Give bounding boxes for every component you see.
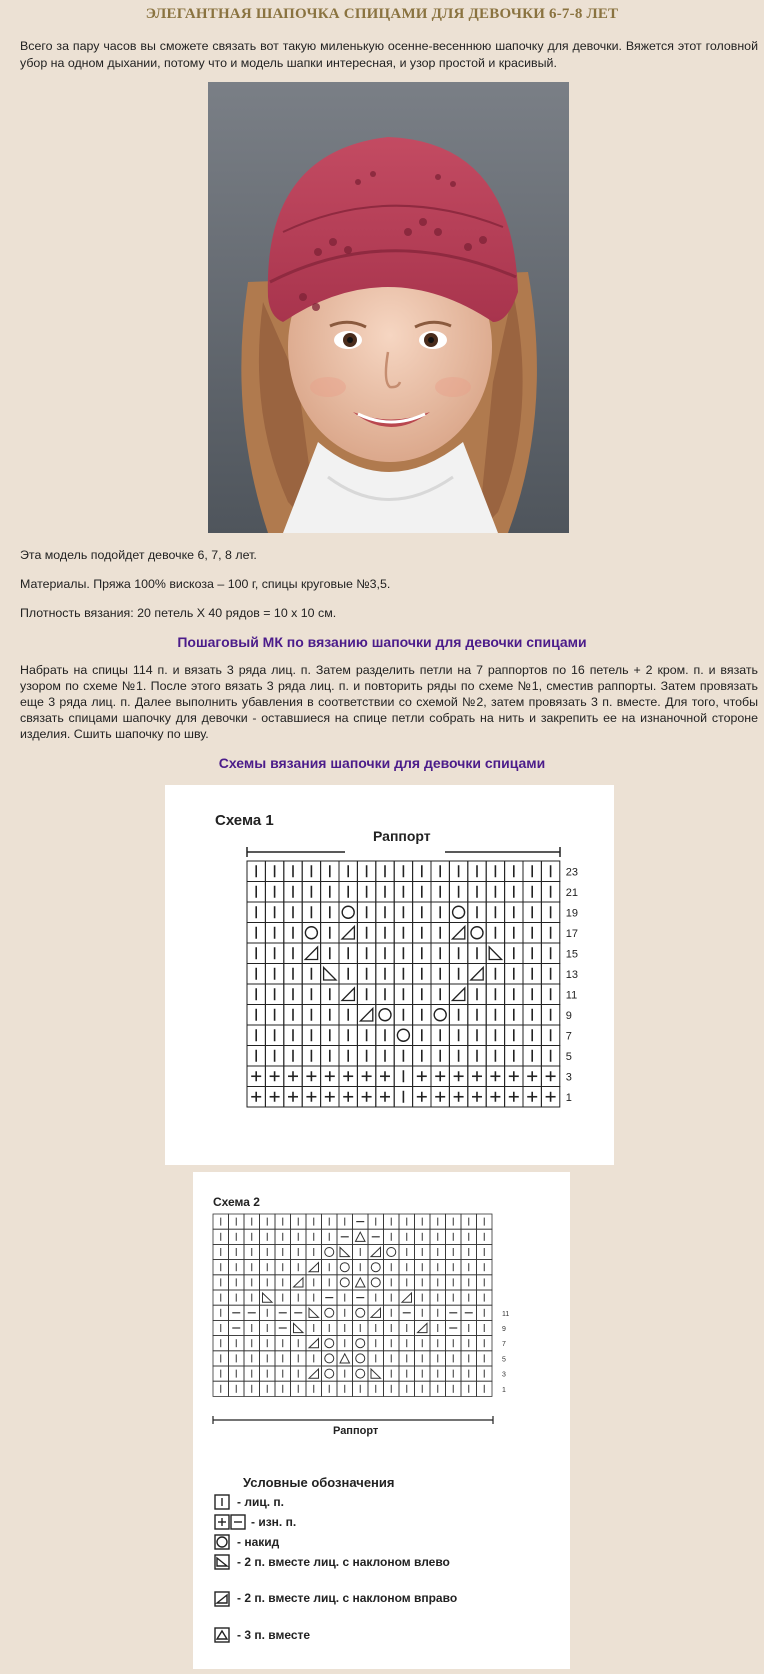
row-number: 11 bbox=[565, 989, 578, 1002]
scheme-2-rapport-label: Раппорт bbox=[333, 1425, 379, 1437]
yarn-over bbox=[371, 1278, 380, 1287]
k2tog-right bbox=[418, 1323, 428, 1332]
k2tog-left bbox=[324, 968, 336, 981]
k2tog-right bbox=[309, 1339, 319, 1348]
materials-info: Материалы. Пряжа 100% вискоза – 100 г, спицы круговые №3,5. bbox=[20, 577, 391, 591]
k2tog-right bbox=[452, 927, 464, 940]
legend-yarn-over: - накид bbox=[237, 1535, 280, 1549]
k2tog-right bbox=[371, 1247, 381, 1256]
row-number: 17 bbox=[565, 927, 579, 940]
yarn-over bbox=[387, 1248, 396, 1257]
scheme-2-cell bbox=[384, 1244, 400, 1259]
scheme-2-cell bbox=[353, 1305, 369, 1320]
row-number: 7 bbox=[565, 1030, 572, 1043]
scheme-2-cell bbox=[322, 1351, 338, 1366]
legend-k2tog-left: - 2 п. вместе лиц. с наклоном влево bbox=[237, 1555, 450, 1569]
scheme-2-cell bbox=[322, 1244, 338, 1259]
k2tog-right bbox=[305, 947, 317, 960]
yarn-over bbox=[325, 1354, 334, 1363]
yarn-over bbox=[325, 1308, 334, 1317]
row-number: 9 bbox=[565, 1009, 572, 1022]
scheme-1-title: Схема 1 bbox=[215, 812, 274, 829]
scheme-2-cell bbox=[322, 1336, 338, 1351]
yarn-over bbox=[356, 1369, 365, 1378]
k2tog-right bbox=[402, 1293, 412, 1302]
k2tog-left bbox=[294, 1323, 304, 1332]
k3tog bbox=[340, 1354, 350, 1363]
row-number: 9 bbox=[502, 1326, 506, 1333]
row-number: 3 bbox=[565, 1071, 572, 1084]
yarn-over bbox=[325, 1339, 334, 1348]
row-number: 3 bbox=[502, 1371, 506, 1379]
yarn-over bbox=[379, 1009, 391, 1021]
legend-purl: - изн. п. bbox=[251, 1515, 297, 1529]
scheme-1-row-numbers bbox=[566, 866, 578, 1104]
yarn-over bbox=[397, 1029, 409, 1041]
scheme-2-cell bbox=[353, 1351, 369, 1366]
row-number: 23 bbox=[565, 866, 579, 879]
scheme-2-chart bbox=[193, 1172, 570, 1669]
yarn-over bbox=[340, 1278, 349, 1287]
row-number: 15 bbox=[565, 948, 579, 961]
row-number: 7 bbox=[502, 1341, 506, 1349]
girl-in-hat-photo bbox=[208, 82, 569, 533]
age-info: Эта модель подойдет девочке 6, 7, 8 лет. bbox=[20, 548, 257, 562]
k2tog-right bbox=[309, 1369, 319, 1378]
scheme-2-cell bbox=[337, 1260, 353, 1275]
scheme-2-cell bbox=[322, 1305, 338, 1320]
k2tog-right bbox=[309, 1263, 319, 1272]
legend-title: Условные обозначения bbox=[243, 1475, 395, 1490]
yarn-over bbox=[356, 1354, 365, 1363]
scheme-1-rapport-label: Раппорт bbox=[373, 828, 431, 844]
row-number: 1 bbox=[565, 1091, 572, 1104]
scheme-2-title: Схема 2 bbox=[213, 1195, 260, 1209]
k3tog bbox=[356, 1232, 366, 1241]
yarn-over bbox=[356, 1339, 365, 1348]
mk-heading: Пошаговый МК по вязанию шапочки для девочки спицами bbox=[177, 634, 587, 650]
row-number: 13 bbox=[565, 968, 579, 981]
k2tog-left bbox=[489, 947, 501, 960]
k2tog-right bbox=[294, 1278, 304, 1287]
scheme-2-grid bbox=[213, 1214, 492, 1396]
scheme-2-cell bbox=[353, 1336, 369, 1351]
k2tog-left bbox=[263, 1293, 273, 1302]
row-number: 11 bbox=[502, 1310, 510, 1318]
yarn-over bbox=[325, 1369, 334, 1378]
scheme-1-chart bbox=[165, 785, 614, 1165]
yarn-over bbox=[305, 927, 317, 939]
k2tog-left bbox=[340, 1247, 350, 1256]
scheme-2-cell bbox=[337, 1275, 353, 1290]
scheme-2-cell bbox=[353, 1366, 369, 1381]
k2tog-right bbox=[471, 968, 483, 981]
yarn-over bbox=[453, 906, 465, 918]
mk-instructions: Набрать на спицы 114 п. и вязать 3 ряда лиц. п. Затем разделить петли на 7 раппортов по 16 петель + 2 кром. п. и вязать узором по схеме №1. После этого вязать 3 ряда лиц. п. и повторить ряды по схеме №1, сместив раппорты. Затем провязать еще 3 ряда лиц. п. Далее выполнить убавления в соответствии со схемой №2, затем провязать 3 п. вместе. Для того, чтобы связать спицами шапочку для девочки - оставшиеся на спице петли собрать на нить и закрепить ее на изнаночной стороне изделия. Сшить шапочку по шву. bbox=[20, 663, 758, 741]
k2tog-right bbox=[371, 1308, 381, 1317]
k2tog-left bbox=[309, 1308, 319, 1317]
scheme-1-grid bbox=[247, 861, 560, 1107]
k3tog bbox=[356, 1278, 366, 1287]
k2tog-right bbox=[342, 988, 354, 1001]
gauge-info: Плотность вязания: 20 петель Х 40 рядов = 10 х 10 см. bbox=[20, 606, 337, 620]
yarn-over bbox=[340, 1263, 349, 1272]
legend-k2tog-right: - 2 п. вместе лиц. с наклоном вправо bbox=[237, 1591, 458, 1605]
k2tog-right bbox=[452, 988, 464, 1001]
yarn-over bbox=[371, 1263, 380, 1272]
yarn-over bbox=[356, 1308, 365, 1317]
row-number: 5 bbox=[502, 1356, 506, 1364]
row-number: 5 bbox=[565, 1050, 572, 1063]
row-number: 1 bbox=[502, 1386, 506, 1394]
yarn-over bbox=[325, 1248, 334, 1257]
intro-paragraph: Всего за пару часов вы сможете связать вот такую миленькую осенне-весеннюю шапочку для девочки. Вяжется этот головной убор на одном дыхании, потому что и модель шапки интересная, и узор простой и красивый. bbox=[20, 39, 758, 70]
scheme-2-cell bbox=[368, 1275, 384, 1290]
legend-k3tog: - 3 п. вместе bbox=[237, 1628, 311, 1642]
yarn-over bbox=[342, 906, 354, 918]
schemes-heading: Схемы вязания шапочки для девочки спицами bbox=[218, 755, 546, 771]
scheme-2-cell bbox=[322, 1366, 338, 1381]
row-number: 19 bbox=[565, 907, 579, 920]
scheme-2-row-numbers bbox=[502, 1311, 509, 1394]
k2tog-left bbox=[371, 1369, 381, 1378]
scheme-2-cell bbox=[368, 1260, 384, 1275]
yarn-over bbox=[471, 927, 483, 939]
page-title: ЭЛЕГАНТНАЯ ШАПОЧКА СПИЦАМИ ДЛЯ ДЕВОЧКИ 6-7-8 ЛЕТ bbox=[145, 6, 619, 22]
row-number: 21 bbox=[565, 886, 579, 899]
yarn-over bbox=[434, 1009, 446, 1021]
k2tog-right bbox=[342, 927, 354, 940]
legend-knit: - лиц. п. bbox=[237, 1495, 284, 1509]
k2tog-right bbox=[360, 1009, 372, 1022]
